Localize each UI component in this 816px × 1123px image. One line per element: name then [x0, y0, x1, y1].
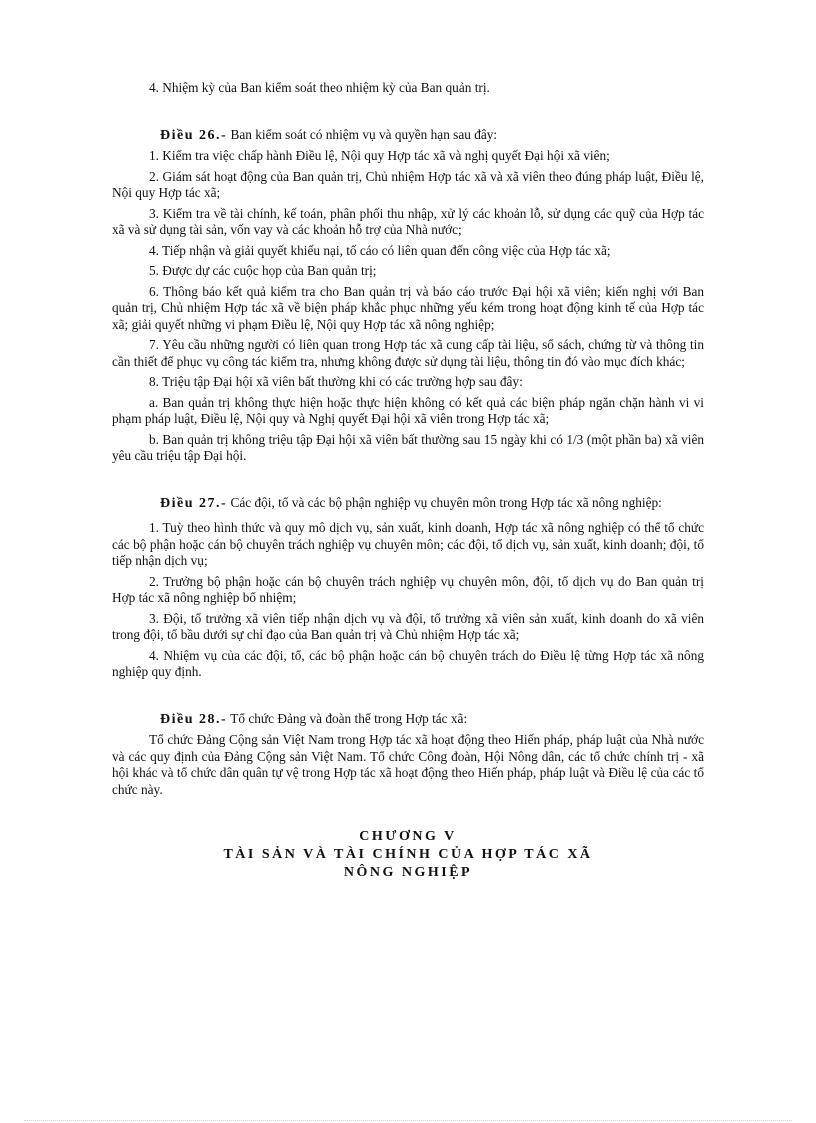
art26-item-8b: b. Ban quản trị không triệu tập Đại hội xã viên bất thường sau 15 ngày khi có 1/3 (một phần ba) xã viên yêu cầu triệu tập Đại hội.	[112, 431, 704, 463]
page-bottom-divider	[24, 1120, 792, 1121]
document-page	[112, 80, 704, 882]
art26-heading: Điều 26.-	[160, 127, 228, 143]
art26-item-8: 8. Triệu tập Đại hội xã viên bất thường khi có các trường hợp sau đây:	[149, 374, 523, 389]
chapter-title-line-2: NÔNG NGHIỆP	[343, 865, 473, 880]
chapter-title-line-1: TÀI SẢN VÀ TÀI CHÍNH CỦA HỢP TÁC XÃ	[223, 847, 593, 862]
art27-item-4: 4. Nhiệm vụ của các đội, tổ, các bộ phận hoặc cán bộ chuyên trách do Điều lệ từng Hợp tác xã nông nghiệp quy định.	[112, 647, 704, 679]
art26-item-7: 7. Yêu cầu những người có liên quan trong Hợp tác xã cung cấp tài liệu, sổ sách, chứng từ và thông tin cần thiết để phục vụ công tác kiểm tra, nhưng không được sử dụng tài liệu, thông tin đó vào mục đích khác;	[112, 337, 704, 369]
art26-item-3: 3. Kiểm tra về tài chính, kế toán, phân phối thu nhập, xử lý các khoản lỗ, sử dụng các quỹ của Hợp tác xã và sử dụng tài sản, vốn vay và các khoản hỗ trợ của Nhà nước;	[112, 205, 704, 237]
art26-heading-line	[112, 127, 704, 145]
art26-item-2: 2. Giám sát hoạt động của Ban quản trị, Chủ nhiệm Hợp tác xã và xã viên theo đúng pháp luật, Điều lệ, Nội quy Hợp tác xã;	[112, 168, 704, 200]
art25-item-4: 4. Nhiệm kỳ của Ban kiểm soát theo nhiệm kỳ của Ban quản trị.	[149, 80, 490, 95]
art26-intro: Ban kiểm soát có nhiệm vụ và quyền hạn sau đây:	[230, 126, 498, 142]
art27-item-3: 3. Đội, tổ trưởng xã viên tiếp nhận dịch vụ và đội, tổ trưởng xã viên sản xuất, kinh doanh do xã viên trong đội, tổ bầu dưới sự chỉ đạo của Ban quản trị và Chủ nhiệm Hợp tác xã;	[112, 610, 704, 642]
chapter-heading	[112, 828, 704, 882]
art26-item-5: 5. Được dự các cuộc họp của Ban quản trị;	[149, 263, 377, 278]
art26-item-4: 4. Tiếp nhận và giải quyết khiếu nại, tố cáo có liên quan đến công việc của Hợp tác xã;	[149, 242, 611, 258]
art28-intro: Tổ chức Đảng và đoàn thể trong Hợp tác xã:	[230, 710, 468, 726]
art27-heading: Điều 27.-	[160, 495, 228, 511]
art28-heading: Điều 28.-	[160, 711, 228, 727]
chapter-number: CHƯƠNG V	[359, 829, 457, 844]
art26-item-1: 1. Kiểm tra việc chấp hành Điều lệ, Nội quy Hợp tác xã và nghị quyết Đại hội xã viên;	[149, 148, 610, 163]
art27-item-2: 2. Trưởng bộ phận hoặc cán bộ chuyên trách nghiệp vụ chuyên môn, đội, tổ dịch vụ do Ban quản trị Hợp tác xã nông nghiệp bổ nhiệm;	[112, 573, 704, 605]
art28-body: Tổ chức Đảng Cộng sản Việt Nam trong Hợp tác xã hoạt động theo Hiến pháp, pháp luật của Nhà nước và các quy định của Đảng Cộng sản Việt Nam. Tổ chức Công đoàn, Hội Nông dân, các tổ chức chính trị - xã hội khác và tổ chức dân quân tự vệ trong Hợp tác xã hoạt động theo Hiến pháp, pháp luật và Điều lệ của các tổ chức này.	[112, 732, 704, 797]
art26-item-6: 6. Thông báo kết quả kiểm tra cho Ban quản trị và báo cáo trước Đại hội xã viên; kiến nghị với Ban quản trị, Chủ nhiệm Hợp tác xã về biện pháp khắc phục những yếu kém trong hoạt động kinh tế của Hợp tác xã; giải quyết những vi phạm Điều lệ, Nội quy Hợp tác xã nông nghiệp;	[112, 283, 704, 332]
art28-heading-line	[112, 711, 704, 729]
art27-heading-line	[112, 495, 704, 513]
art27-intro: Các đội, tổ và các bộ phận nghiệp vụ chuyên môn trong Hợp tác xã nông nghiệp:	[230, 494, 662, 510]
art27-item-1: 1. Tuỳ theo hình thức và quy mô dịch vụ, sản xuất, kinh doanh, Hợp tác xã nông nghiệp có thể tổ chức các bộ phận hoặc cán bộ chuyên trách nghiệp vụ chuyên môn; các đội, tổ dịch vụ, sản xuất, kinh doanh; đội, tổ tiếp nhận dịch vụ;	[112, 520, 704, 568]
art26-item-8a: a. Ban quản trị không thực hiện hoặc thực hiện không có kết quả các biện pháp ngăn chặn hành vi vi phạm pháp luật, Điều lệ, Nội quy và Nghị quyết Đại hội xã viên trong Hợp tác xã;	[112, 394, 704, 426]
